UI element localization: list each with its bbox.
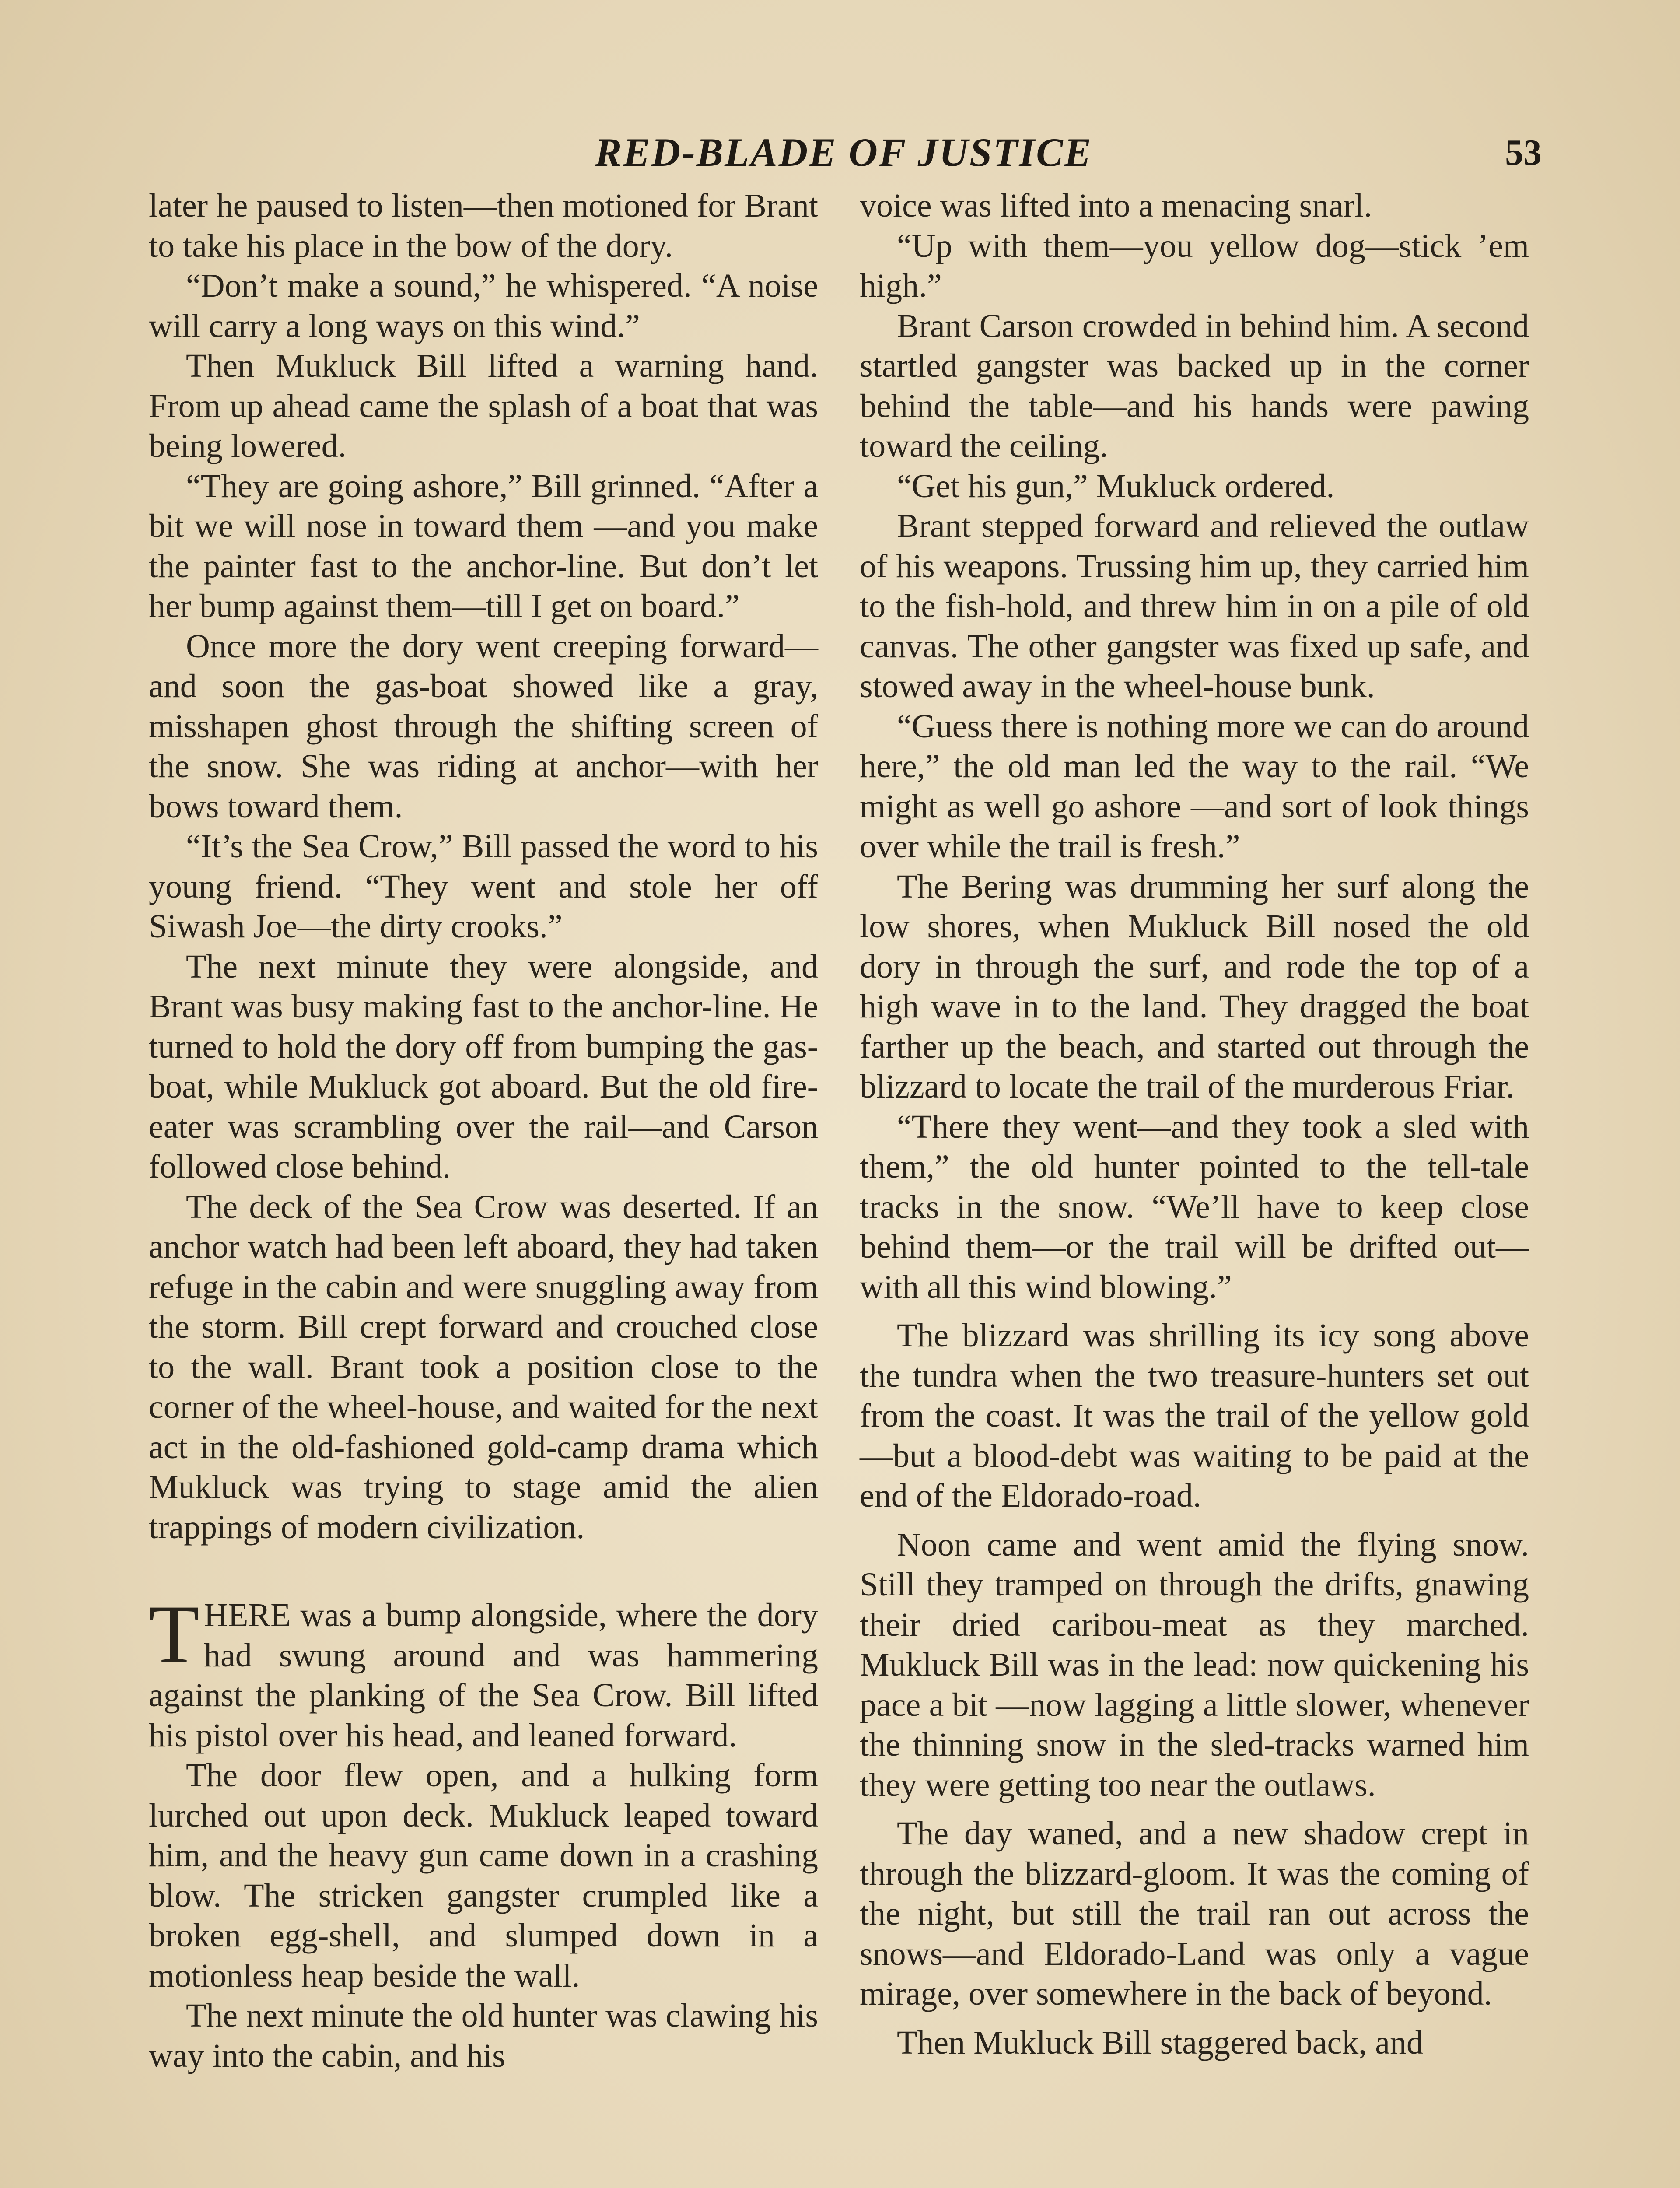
paragraph: Noon came and went amid the flying snow. Still they tramped on through the drifts, gnawing their dried caribou-meat as they marched. Mukluck Bill was in the lead: now quickening his pace a bit —now lagging a little slower, whenever the thinning snow in the sled-tracks warned him they were getting too near the outlaws. <box>860 1526 1529 1803</box>
paragraph: The deck of the Sea Crow was deserted. If an anchor watch had been left aboard, they had taken refuge in the cabin and were snuggling away from the storm. Bill crept forward and crouched close to the wall. Brant took a position close to the corner of the wheel-house, and waited for the next act in the old-fashioned gold-camp drama which Mukluck was trying to stage amid the alien trappings of modern civilization. <box>149 1188 818 1546</box>
paragraph: “Get his gun,” Mukluck ordered. <box>897 467 1335 505</box>
paragraph: The day waned, and a new shadow crept in through the blizzard-gloom. It was the coming of the night, but still the trail ran out across the snows—and Eldorado-Land was only a vague mirage, over somewhere in the back of beyond. <box>860 1815 1529 2012</box>
paragraph: The next minute they were alongside, and Brant was busy making fast to the anchor-line. He turned to hold the dory off from bumping the gas-boat, while Mukluck got aboard. But the old fire-eater was scrambling over the rail—and Carson followed close behind. <box>149 948 818 1185</box>
page-number: 53 <box>1505 132 1542 173</box>
paragraph: Then Mukluck Bill staggered back, and <box>897 2024 1424 2061</box>
paragraph: “Don’t make a sound,” he whispered. “A noise will carry a long ways on this wind.” <box>149 267 818 344</box>
paragraph: voice was lifted into a menacing snarl. <box>860 187 1372 224</box>
paragraph: Brant stepped forward and relieved the outlaw of his weapons. Trussing him up, they carried him to the fish-hold, and threw him in on a pile of old canvas. The other gangster was fixed up safe, and stowed away in the wheel-house bunk. <box>860 508 1529 705</box>
paragraph: “There they went—and they took a sled with them,” the old hunter pointed to the tell-tale tracks in the snow. “We’ll have to keep close behind them—or the trail will be drifted out—with all this wind blowing.” <box>860 1108 1529 1305</box>
paragraph: The Bering was drumming her surf along the low shores, when Mukluck Bill nosed the old dory in through the surf, and rode the top of a high wave in to the land. They dragged the boat farther up the beach, and started out through the blizzard to locate the trail of the murderous Friar. <box>860 868 1529 1105</box>
section-start-paragraph <box>149 1588 818 1756</box>
drop-cap: T <box>149 1588 200 1680</box>
paragraph: “They are going ashore,” Bill grinned. “After a bit we will nose in toward them —and you make the painter fast to the anchor-line. But don’t let her bump against them—till I get on board.” <box>149 467 818 624</box>
paragraph: Brant Carson crowded in behind him. A second startled gangster was backed up in the corner behind the table—and his hands were pawing toward the ceiling. <box>860 307 1529 464</box>
paragraph: “It’s the Sea Crow,” Bill passed the word to his young friend. “They went and stole her off Siwash Joe—the dirty crooks.” <box>149 828 818 945</box>
paragraph: Once more the dory went creeping forward—and soon the gas-boat showed like a gray, misshapen ghost through the shifting screen of the snow. She was riding at anchor—with her bows toward them. <box>149 628 818 825</box>
paragraph: “Up with them—you yellow dog—stick ’em high.” <box>860 227 1529 304</box>
paragraph-text: HERE was a bump alongside, where the dory had swung around and was hammering against the planking of the Sea Crow. Bill lifted his pistol over his head, and leaned forward. <box>149 1597 818 1754</box>
left-column <box>149 186 818 2076</box>
paragraph: Then Mukluck Bill lifted a warning hand. From up ahead came the splash of a boat that was being lowered. <box>149 347 818 464</box>
paragraph: later he paused to listen—then motioned for Brant to take his place in the bow of the dory. <box>149 187 818 264</box>
paragraph: The blizzard was shrilling its icy song above the tundra when the two treasure-hunters set out from the coast. It was the trail of the yellow gold—but a blood-debt was waiting to be paid at the end of the Eldorado-road. <box>860 1317 1529 1514</box>
paragraph: The next minute the old hunter was clawing his way into the cabin, and his <box>149 1997 818 2074</box>
paragraph: The door flew open, and a hulking form lurched out upon deck. Mukluck leaped toward him, and the heavy gun came down in a crashing blow. The stricken gangster crumpled like a broken egg-shell, and slumped down in a motionless heap beside the wall. <box>149 1757 818 1994</box>
right-column <box>860 186 1529 2063</box>
paragraph: “Guess there is nothing more we can do around here,” the old man led the way to the rail. “We might as well go ashore —and sort of look things over while the trail is fresh.” <box>860 708 1529 865</box>
running-header: RED-BLADE OF JUSTICE <box>595 130 1093 175</box>
